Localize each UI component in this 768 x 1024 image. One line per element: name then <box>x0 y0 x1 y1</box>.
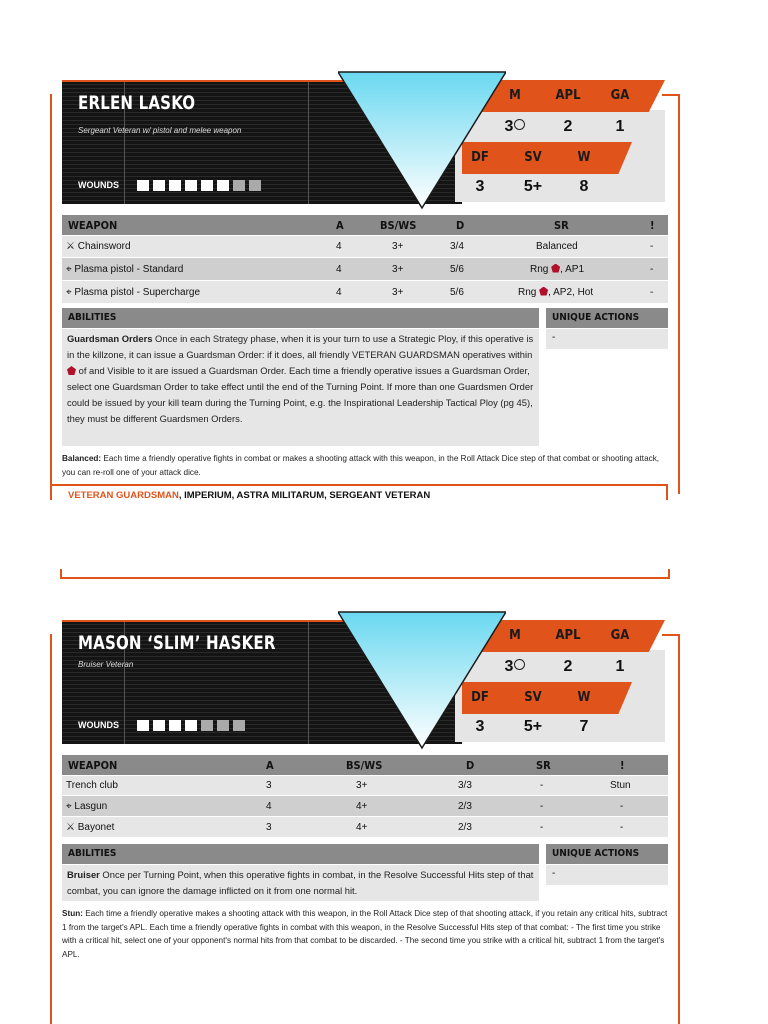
wound-box[interactable] <box>169 720 181 731</box>
weapon-crit: - <box>620 821 624 833</box>
operative-name: MASON ‘SLIM’ HASKER <box>78 632 276 654</box>
wound-box[interactable] <box>201 180 213 191</box>
weapon-a: 3 <box>266 780 272 791</box>
col-bs: BS/WS <box>380 218 417 232</box>
stat-value-apl: 2 <box>563 658 573 675</box>
operative-card-mason-hasker <box>50 620 680 1024</box>
pentagon-range-icon <box>551 264 560 273</box>
wound-box[interactable] <box>217 180 229 191</box>
pentagon-range-icon <box>539 287 548 296</box>
weapon-d: 2/3 <box>458 821 472 833</box>
table-row <box>62 776 668 795</box>
card-separator-tick-left <box>60 569 62 579</box>
card-frame-left <box>50 634 52 1024</box>
weapon-d: 5/6 <box>450 263 464 275</box>
wound-box[interactable] <box>185 180 197 191</box>
table-row <box>62 236 668 257</box>
stat-header-m: M <box>509 88 521 103</box>
stat-header-sv: SV <box>524 690 542 705</box>
table-row <box>62 258 668 280</box>
stat-value-df: 3 <box>475 718 485 735</box>
wound-box[interactable] <box>137 720 149 731</box>
stat-header-sv: SV <box>524 150 542 165</box>
stat-header-w: W <box>577 690 591 705</box>
col-a: A <box>336 218 344 232</box>
wound-box[interactable] <box>185 720 197 731</box>
stat-value-w: 8 <box>579 178 589 195</box>
weapon-sr: Rng , AP2, Hot <box>518 286 594 298</box>
stat-header-df: DF <box>471 690 489 705</box>
stat-header-w: W <box>577 150 591 165</box>
stat-header-df: DF <box>471 150 489 165</box>
weapon-bs: 3+ <box>392 263 404 275</box>
card-separator <box>60 577 670 579</box>
weapon-bs: 3+ <box>392 286 404 298</box>
card-frame-left <box>50 94 52 500</box>
wounds-tracker <box>137 180 261 191</box>
weapon-name: ⌖ Plasma pistol - Supercharge <box>66 286 201 298</box>
weapons-table-header <box>62 215 668 235</box>
weapon-sr: Balanced <box>536 241 578 252</box>
weapon-a: 4 <box>336 263 342 275</box>
weapon-name: Trench club <box>66 780 118 791</box>
circle-distance-icon <box>514 659 525 670</box>
col-sr: SR <box>536 758 551 772</box>
unique-actions-list: - <box>546 329 668 349</box>
rule-balanced: Balanced: Each time a friendly operative fights in combat or makes a shooting attack with this weapon, in the Roll Attack Dice step of that combat or shooting attack, you can re-roll one of your attack dice. <box>62 454 660 477</box>
wound-box[interactable] <box>201 720 213 731</box>
crossed-swords-icon: ⚔ <box>66 241 75 252</box>
wound-box[interactable] <box>233 720 245 731</box>
stat-header-apl: APL <box>555 88 581 103</box>
col-sr: SR <box>554 218 569 232</box>
weapon-a: 4 <box>336 241 342 252</box>
stat-value-df: 3 <box>475 178 485 195</box>
unique-actions-list: - <box>546 865 668 885</box>
keywords-frame-top <box>50 484 668 486</box>
weapon-crit: - <box>620 800 624 812</box>
ability-guardsman-orders: Guardsman Orders Once in each Strategy phase, when it is your turn to use a Strategic Ploy, if this operative is in the killzone, it can issue a Guardsman Order: if it does, all friendly VETERAN GUARDSMAN operatives within of and Visible to it are issued a Guardsman Order. Each time a friendly operative issues a Guardsman Order, select one Guardsman Order to take effect until the end of the Turning Point. If more than one Guardsmen Order could be issued by your kill team during the Turning Point, e.g. the Inspirational Leadership Tactical Ploy (pg 45), they must be different Guardsmen Orders. <box>62 329 539 446</box>
operative-name: ERLEN LASKO <box>78 92 196 114</box>
stat-header-apl: APL <box>555 628 581 643</box>
rule-stun: Stun: Each time a friendly operative makes a shooting attack with this weapon, in the Roll Attack Dice step of that shooting attack, if you retain any critical hits, subtract 1 from the target's APL. Each time a friendly operative fights in combat with this weapon, in the Resolve Successful Hits step of that combat: - The first time you strike with a critical hit, select one of your opponent's normal hits from that combat to be discarded. - The second time you strike with a critical hit, subtract 1 from the target's APL. <box>62 909 668 959</box>
weapon-d: 2/3 <box>458 800 472 812</box>
col-crit: ! <box>650 218 655 232</box>
col-bs: BS/WS <box>346 758 383 772</box>
col-a: A <box>266 758 274 772</box>
keywords-frame-right <box>666 484 668 500</box>
stat-value-m: 3 <box>495 658 535 676</box>
card-frame-right <box>678 94 680 494</box>
wound-box[interactable] <box>233 180 245 191</box>
wound-box[interactable] <box>169 180 181 191</box>
weapon-a: 4 <box>336 286 342 298</box>
stat-value-sv: 5+ <box>523 718 543 735</box>
weapon-name: ⚔ Chainsword <box>66 241 131 252</box>
stat-value-ga: 1 <box>615 658 625 675</box>
weapon-crit: - <box>650 263 654 275</box>
stat-header-m: M <box>509 628 521 643</box>
table-row <box>62 796 668 816</box>
wound-box[interactable] <box>153 720 165 731</box>
weapon-bs: 3+ <box>356 780 368 791</box>
weapon-a: 3 <box>266 821 272 833</box>
weapon-sr: Rng , AP1 <box>530 263 585 275</box>
wound-box[interactable] <box>217 720 229 731</box>
weapons-table-header <box>62 755 668 775</box>
stat-value-sv: 5+ <box>523 178 543 195</box>
card-separator-tick-right <box>668 569 670 579</box>
weapon-crit: - <box>650 241 654 252</box>
stat-value-m: 3 <box>495 118 535 136</box>
weapon-crit: Stun <box>610 780 631 791</box>
col-d: D <box>466 758 475 772</box>
weapon-name: ⚔ Bayonet <box>66 821 115 833</box>
pentagon-range-icon <box>67 366 76 375</box>
weapon-a: 4 <box>266 800 272 812</box>
crossed-swords-icon: ⚔ <box>66 821 75 833</box>
ability-bruiser: Bruiser Once per Turning Point, when this operative fights in combat, in the Resolve Successful Hits step of that combat, you can ignore the damage inflicted on it from one normal hit. <box>62 865 539 901</box>
operative-card-erlen-lasko <box>50 80 680 500</box>
wounds-label: WOUNDS <box>78 180 119 190</box>
col-weapon: WEAPON <box>68 218 118 232</box>
wounds-label: WOUNDS <box>78 720 119 730</box>
weapon-bs: 4+ <box>356 821 368 833</box>
operative-subtitle: Bruiser Veteran <box>78 660 134 669</box>
unique-actions-header: UNIQUE ACTIONS <box>546 308 668 328</box>
weapon-d: 3/4 <box>450 241 464 252</box>
table-row <box>62 817 668 837</box>
crosshair-icon: ⌖ <box>66 286 72 298</box>
unique-actions-header: UNIQUE ACTIONS <box>546 844 668 864</box>
weapon-sr: - <box>540 821 544 833</box>
operative-subtitle: Sergeant Veteran w/ pistol and melee weapon <box>78 126 242 135</box>
wound-box[interactable] <box>249 180 261 191</box>
wound-box[interactable] <box>137 180 149 191</box>
abilities-header: ABILITIES <box>62 844 539 864</box>
stat-value-w: 7 <box>579 718 589 735</box>
weapon-name: ⌖ Plasma pistol - Standard <box>66 263 184 275</box>
card-frame-right <box>678 634 680 1024</box>
table-row <box>62 281 668 303</box>
circle-distance-icon <box>514 119 525 130</box>
col-weapon: WEAPON <box>68 758 118 772</box>
weapon-d: 3/3 <box>458 780 472 791</box>
weapon-bs: 4+ <box>356 800 368 812</box>
crosshair-icon: ⌖ <box>66 263 72 275</box>
weapon-bs: 3+ <box>392 241 404 252</box>
abilities-header: ABILITIES <box>62 308 539 328</box>
wounds-tracker <box>137 720 245 731</box>
weapon-sr: - <box>540 800 544 812</box>
weapon-d: 5/6 <box>450 286 464 298</box>
weapon-crit: - <box>650 286 654 298</box>
stat-value-apl: 2 <box>563 118 573 135</box>
stat-header-ga: GA <box>610 628 630 643</box>
weapon-name: ⌖ Lasgun <box>66 800 108 812</box>
stat-header-ga: GA <box>610 88 630 103</box>
crosshair-icon: ⌖ <box>66 800 72 812</box>
wound-box[interactable] <box>153 180 165 191</box>
col-d: D <box>456 218 465 232</box>
col-crit: ! <box>620 758 625 772</box>
weapon-sr: - <box>540 780 544 791</box>
keywords: VETERAN GUARDSMAN, IMPERIUM, ASTRA MILITARUM, SERGEANT VETERAN <box>68 490 431 501</box>
stat-value-ga: 1 <box>615 118 625 135</box>
